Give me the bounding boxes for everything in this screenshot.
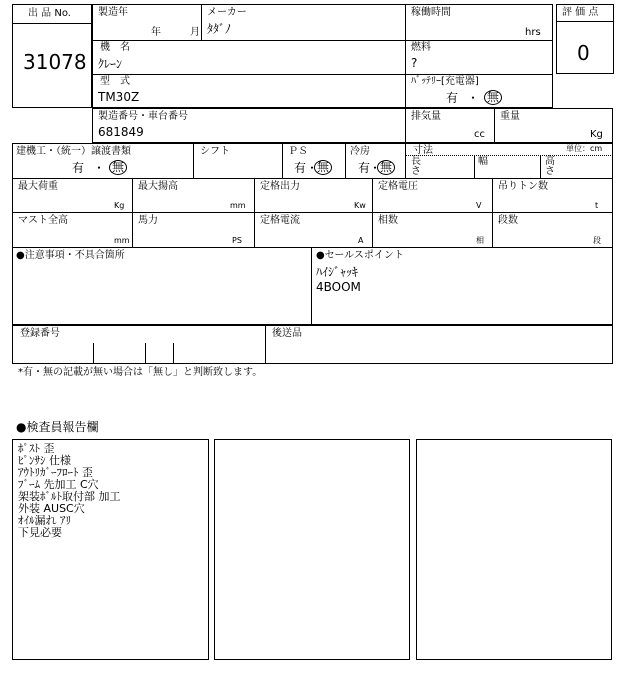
sales-point-label: ●セールスポイント [316,250,404,261]
inspector-line: 外装 AUSC穴 [18,502,85,515]
length-label: 長 さ [411,156,421,177]
height-label: 高 さ [545,156,555,177]
max-lift-unit: mm [230,201,246,210]
model-name-value: ｸﾚｰﾝ [98,57,123,71]
item-no-label: 出 品 No. [28,8,71,19]
maker-value: ﾀﾀﾞﾉ [207,22,232,36]
cooler-no: 無 [377,160,395,175]
weight-unit: Kg [590,129,603,140]
stages-unit: 段 [593,236,601,245]
maker-label: メーカー [207,7,247,18]
item-no-value: 31078 [23,50,87,74]
max-lift-label: 最大揚高 [138,181,178,192]
horsepower-unit: PS [232,236,242,245]
inspector-title: ●検査員報告欄 [16,420,99,434]
rated-current-unit: A [358,236,364,245]
rating-value: 0 [577,41,590,65]
stages-label: 段数 [498,215,518,226]
year-unit: 年 [151,27,161,38]
rated-voltage-label: 定格電圧 [378,181,418,192]
transfer-dot: ・ [93,161,106,175]
displacement-label: 排気量 [411,111,441,122]
transfer-no: 無 [109,160,127,175]
serial-label: 製造番号・車台番号 [98,111,188,122]
inspector-line: ﾋﾟﾝｻｼ 仕様 [18,454,71,467]
month-unit: 月 [190,27,200,38]
hours-label: 稼働時間 [411,7,451,18]
width-label: 幅 [478,156,488,167]
dims-label: 寸法 [413,145,433,156]
unit-note: 単位：cm [566,144,603,153]
inspector-panel-2 [214,439,410,660]
battery-dot: ・ [467,91,480,105]
inspector-line: 下見必要 [18,526,62,539]
remark-note: *有・無の記載が無い場合は「無し」と判断致します。 [18,367,263,378]
shipping-label: 後送品 [272,328,302,339]
ps-label: ＰＳ [288,146,308,157]
weight-label: 重量 [500,111,520,122]
model-name-label: 機 名 [100,42,130,53]
mast-height-unit: mm [114,236,130,245]
inspector-panel-3 [416,439,612,660]
ps-no: 無 [314,160,332,175]
mast-height-label: マスト全高 [18,215,68,226]
rated-current-label: 定格電流 [260,215,300,226]
battery-label: ﾊﾞｯﾃﾘｰ[充電器] [411,76,479,87]
horsepower-label: 馬力 [138,215,158,226]
fuel-value: ? [411,56,418,70]
rating-label: 評 価 点 [562,7,599,18]
lift-ton-label: 吊りトン数 [498,181,548,192]
inspector-line: ｱｳﾄﾘｶﾞｰﾌﾛｰﾄ 歪 [18,466,93,479]
type-value: TM30Z [98,90,140,104]
ps-dot: ・ [306,161,319,175]
inspector-line: ﾎﾟｽﾄ 歪 [18,442,55,455]
spec-table [12,143,613,248]
max-load-unit: Kg [114,201,125,210]
inspector-line: ｵｲﾙ漏れ ｱﾘ [18,514,71,527]
shift-label: シフト [200,146,230,157]
phase-unit: 相 [476,236,484,245]
phase-label: 相数 [378,215,398,226]
battery-no: 無 [484,90,502,105]
cooler-dot: ・ [369,161,382,175]
year-label: 製造年 [98,7,128,18]
defects-label: ●注意事項・不具合箇所 [16,250,125,261]
type-label: 型 式 [100,76,130,87]
rated-output-label: 定格出力 [260,181,300,192]
transfer-docs-label: 建機工・（統一）譲渡書類 [16,146,131,157]
ps-yes: 有 [294,161,307,175]
registration-box [12,325,613,364]
sales-point-line-2: 4BOOM [316,280,361,294]
inspector-notes [18,443,121,539]
inspector-line: ﾌﾞｰﾑ 先加工 C穴 [18,478,99,491]
registration-label: 登録番号 [20,328,60,339]
transfer-yes: 有 [72,161,85,175]
sales-point-line-1: ﾊｲｼﾞｬｯｷ [316,265,359,279]
fuel-label: 燃料 [411,42,431,53]
cooler-label: 冷房 [350,146,370,157]
inspector-line: 架装ﾎﾞﾙﾄ取付部 加工 [18,490,121,503]
max-load-label: 最大荷重 [18,181,58,192]
rated-output-unit: Kw [354,201,366,210]
battery-yes: 有 [446,91,459,105]
lift-ton-unit: t [595,201,599,210]
serial-value: 681849 [98,125,144,139]
displacement-unit: cc [474,129,485,140]
rated-voltage-unit: V [476,201,482,210]
hours-unit: hrs [525,27,541,38]
cooler-yes: 有 [358,161,371,175]
